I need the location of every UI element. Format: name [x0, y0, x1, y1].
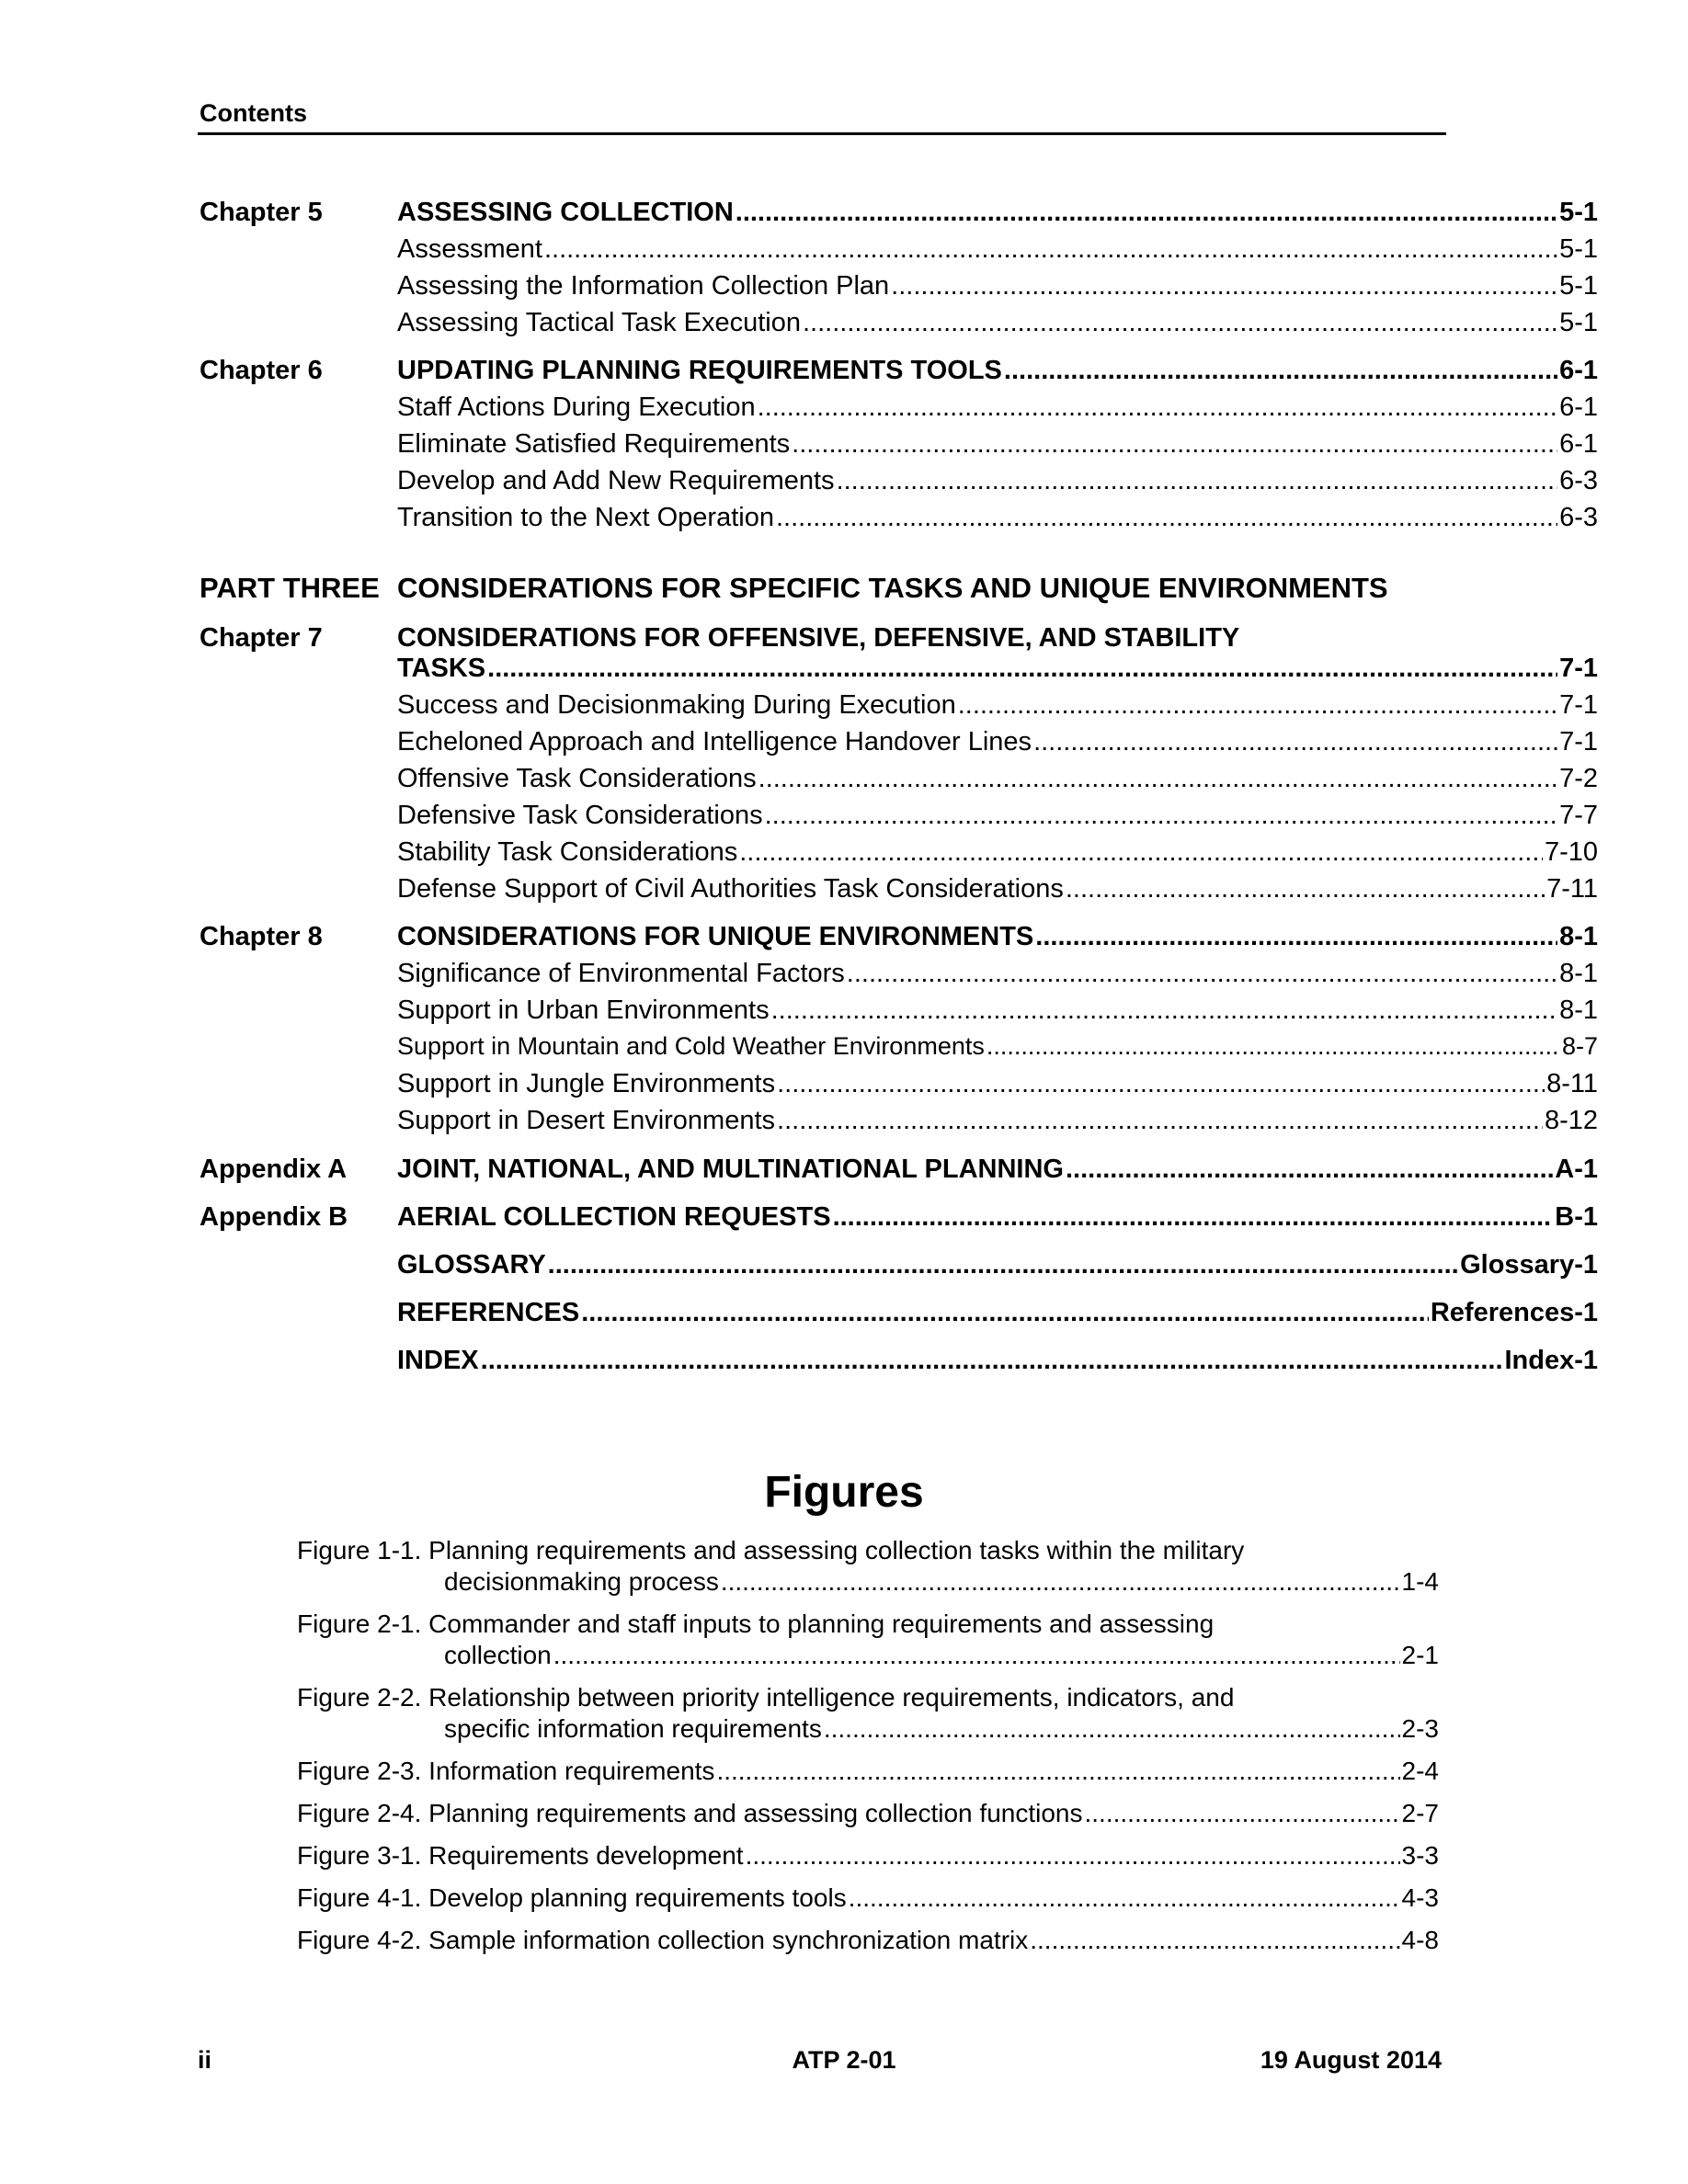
dot-leader: [987, 1032, 1560, 1061]
figure-caption: Figure 2-4. Planning requirements and assessing collection functions: [297, 1799, 1083, 1827]
toc-entry-page: 6-1: [1559, 429, 1598, 459]
toc-entry-title: Stability Task Considerations: [397, 837, 738, 867]
figure-caption-line: [297, 1926, 1439, 1962]
toc-entry[interactable]: [397, 234, 1598, 271]
glossary-title: GLOSSARY: [397, 1250, 546, 1280]
chapter-title-line[interactable]: [397, 654, 1598, 690]
toc-entry[interactable]: [397, 727, 1598, 764]
toc-entry[interactable]: [397, 503, 1598, 540]
dot-leader: [758, 392, 1558, 423]
figure-caption-line: [297, 1757, 1439, 1793]
glossary-line[interactable]: [397, 1250, 1598, 1287]
dot-leader: [736, 198, 1557, 228]
appendix-label: Appendix A: [200, 1155, 348, 1184]
chapter-title-line[interactable]: [397, 198, 1598, 234]
chapter-label: Chapter 6: [200, 356, 323, 385]
toc-entry-page: 5-1: [1559, 308, 1598, 337]
dot-leader: [771, 995, 1557, 1026]
appendix-label: Appendix B: [200, 1202, 348, 1232]
footer-page-number: ii: [198, 2046, 212, 2074]
toc-entry-page: 7-1: [1559, 727, 1598, 756]
chapter-title: UPDATING PLANNING REQUIREMENTS TOOLS: [397, 356, 1002, 385]
toc-entry-title: Support in Urban Environments: [397, 995, 770, 1025]
dot-leader: [1035, 922, 1557, 952]
figure-page: 2-1: [1401, 1641, 1439, 1669]
toc-entry-page: 8-1: [1559, 959, 1598, 988]
toc-entry-title: Support in Desert Environments: [397, 1106, 776, 1135]
toc-entry-title: Staff Actions During Execution: [397, 392, 756, 422]
figure-caption-cont: collection: [444, 1641, 552, 1669]
figure-page: 1-4: [1401, 1567, 1439, 1596]
dot-leader: [777, 1106, 1543, 1136]
chapter-page: 6-1: [1559, 356, 1598, 385]
figure-caption-cont: specific information requirements: [444, 1714, 822, 1743]
index-line[interactable]: [397, 1346, 1598, 1382]
references-page: References-1: [1430, 1298, 1598, 1327]
toc-entry-title: Defense Support of Civil Authorities Task Considerations: [397, 874, 1064, 904]
dot-leader: [803, 308, 1557, 338]
toc-entry-title: Assessing the Information Collection Plan: [397, 271, 890, 301]
toc-entry[interactable]: [397, 764, 1598, 801]
chapter-title: CONSIDERATIONS FOR UNIQUE ENVIRONMENTS: [397, 922, 1034, 951]
dot-leader: [1066, 874, 1545, 904]
toc-entry-page: 8-1: [1559, 995, 1598, 1025]
references-title: REFERENCES: [397, 1298, 580, 1327]
toc-entry[interactable]: [397, 801, 1598, 837]
dot-leader: [746, 1841, 1400, 1871]
figure-caption-line: [444, 1714, 1439, 1751]
toc-entry[interactable]: [397, 1069, 1598, 1106]
dot-leader: [776, 503, 1557, 533]
footer-date: 19 August 2014: [1260, 2046, 1442, 2074]
toc-entry-title: Echeloned Approach and Intelligence Handover Lines: [397, 727, 1032, 756]
dot-leader: [581, 1298, 1429, 1328]
toc-entry-title: Develop and Add New Requirements: [397, 466, 835, 495]
figure-page: 4-8: [1401, 1926, 1439, 1954]
figure-page: 2-7: [1401, 1799, 1439, 1827]
appendix-page: B-1: [1555, 1202, 1598, 1232]
toc-entry[interactable]: [397, 995, 1598, 1032]
chapter-title-first-line[interactable]: CONSIDERATIONS FOR OFFENSIVE, DEFENSIVE, AND STABILITY: [397, 623, 1240, 653]
figure-page: 2-3: [1401, 1714, 1439, 1743]
figure-caption-line: [297, 1841, 1439, 1878]
toc-entry-page: 8-11: [1546, 1069, 1598, 1098]
index-page: Index-1: [1504, 1346, 1598, 1375]
dot-leader: [716, 1757, 1399, 1786]
figure-page: 4-3: [1401, 1883, 1439, 1912]
dot-leader: [739, 837, 1543, 868]
figure-page: 3-3: [1401, 1841, 1439, 1870]
figure-caption: Figure 2-2. Relationship between priority intelligence requirements, indicators, and: [297, 1683, 1235, 1712]
dot-leader: [958, 690, 1557, 721]
toc-entry-page: 7-1: [1559, 690, 1598, 720]
toc-entry[interactable]: [397, 392, 1598, 429]
chapter-label: Chapter 8: [200, 922, 323, 951]
toc-entry-page: 7-10: [1544, 837, 1598, 867]
dot-leader: [837, 466, 1558, 496]
toc-entry[interactable]: [397, 690, 1598, 727]
chapter-title: ASSESSING COLLECTION: [397, 198, 734, 227]
figure-page: 2-4: [1401, 1757, 1439, 1785]
dot-leader: [481, 1346, 1503, 1376]
toc-entry-page: 6-1: [1559, 392, 1598, 422]
toc-entry-title: Offensive Task Considerations: [397, 764, 757, 793]
toc-entry-page: 7-2: [1559, 764, 1598, 793]
toc-entry[interactable]: [397, 837, 1598, 874]
chapter-page: 7-1: [1559, 654, 1598, 683]
dot-leader: [1033, 727, 1557, 757]
toc-entry-page: 5-1: [1559, 271, 1598, 301]
dot-leader: [1030, 1926, 1399, 1955]
dot-leader: [891, 271, 1557, 301]
appendix-title: JOINT, NATIONAL, AND MULTINATIONAL PLANNING: [397, 1155, 1064, 1184]
dot-leader: [553, 1641, 1400, 1670]
toc-entry-title: Defensive Task Considerations: [397, 801, 763, 830]
dot-leader: [1084, 1799, 1399, 1828]
figures-heading: Figures: [764, 1468, 924, 1517]
glossary-page: Glossary-1: [1460, 1250, 1598, 1280]
toc-entry[interactable]: [397, 874, 1598, 911]
chapter-label: Chapter 7: [200, 623, 323, 653]
dot-leader: [548, 1250, 1458, 1280]
chapter-page: 5-1: [1559, 198, 1598, 227]
figure-caption-line: [444, 1567, 1439, 1604]
toc-entry-title: Support in Jungle Environments: [397, 1069, 776, 1098]
appendix-title: AERIAL COLLECTION REQUESTS: [397, 1202, 831, 1232]
references-line[interactable]: [397, 1298, 1598, 1335]
toc-entry-page: 8-7: [1561, 1032, 1598, 1060]
figure-caption: Figure 1-1. Planning requirements and assessing collection tasks within the military: [297, 1536, 1245, 1564]
dot-leader: [721, 1567, 1400, 1597]
toc-entry-title: Success and Decisionmaking During Execution: [397, 690, 956, 720]
figure-caption: Figure 4-1. Develop planning requirements tools: [297, 1883, 847, 1912]
footer-publication: ATP 2-01: [792, 2046, 896, 2074]
dot-leader: [847, 959, 1557, 989]
toc-entry-title: Transition to the Next Operation: [397, 503, 774, 532]
dot-leader: [765, 801, 1557, 831]
toc-entry-page: 8-12: [1544, 1106, 1598, 1135]
dot-leader: [849, 1883, 1400, 1913]
dot-leader: [833, 1202, 1554, 1233]
chapter-label: Chapter 5: [200, 198, 323, 227]
figure-caption: Figure 4-2. Sample information collection synchronization matrix: [297, 1926, 1029, 1954]
figure-caption-line: [444, 1641, 1439, 1678]
header-title: Contents: [200, 99, 307, 127]
chapter-page: 8-1: [1559, 922, 1598, 951]
toc-entry-title: Assessment: [397, 234, 542, 264]
chapter-title-line[interactable]: [397, 922, 1598, 959]
dot-leader: [544, 234, 1557, 265]
toc-entry[interactable]: [397, 1032, 1598, 1069]
figure-caption-cont: decisionmaking process: [444, 1567, 719, 1596]
index-title: INDEX: [397, 1346, 479, 1375]
toc-entry-title: Support in Mountain and Cold Weather Environments: [397, 1032, 985, 1060]
dot-leader: [1066, 1155, 1553, 1185]
toc-entry[interactable]: [397, 959, 1598, 995]
dot-leader: [758, 764, 1557, 794]
figure-caption: Figure 3-1. Requirements development: [297, 1841, 744, 1870]
figure-caption-line: [297, 1799, 1439, 1836]
toc-entry[interactable]: [397, 308, 1598, 345]
toc-entry[interactable]: [397, 1106, 1598, 1143]
figure-caption: Figure 2-3. Information requirements: [297, 1757, 715, 1785]
part-title[interactable]: CONSIDERATIONS FOR SPECIFIC TASKS AND UNIQUE ENVIRONMENTS: [397, 572, 1388, 604]
toc-entry-title: Significance of Environmental Factors: [397, 959, 845, 988]
chapter-title-line[interactable]: [397, 356, 1598, 392]
part-label: PART THREE: [200, 572, 380, 604]
toc-entry-page: 6-3: [1559, 466, 1598, 495]
dot-leader: [777, 1069, 1545, 1099]
toc-entry[interactable]: [397, 466, 1598, 503]
toc-entry-title: Eliminate Satisfied Requirements: [397, 429, 791, 459]
toc-entry-page: 5-1: [1559, 234, 1598, 264]
toc-entry[interactable]: [397, 271, 1598, 308]
dot-leader: [792, 429, 1557, 460]
appendix-title-line[interactable]: [397, 1155, 1598, 1191]
toc-entry-page: 7-11: [1546, 874, 1598, 904]
appendix-title-line[interactable]: [397, 1202, 1598, 1239]
toc-entry-page: 7-7: [1559, 801, 1598, 830]
figure-caption: Figure 2-1. Commander and staff inputs to planning requirements and assessing: [297, 1610, 1215, 1638]
dot-leader: [487, 654, 1557, 684]
figure-caption-line: [297, 1883, 1439, 1920]
toc-entry-page: 6-3: [1559, 503, 1598, 532]
dot-leader: [824, 1714, 1400, 1744]
dot-leader: [1004, 356, 1557, 386]
toc-entry[interactable]: [397, 429, 1598, 466]
toc-entry-title: Assessing Tactical Task Execution: [397, 308, 801, 337]
appendix-page: A-1: [1555, 1155, 1598, 1184]
chapter-title: TASKS: [397, 654, 486, 683]
